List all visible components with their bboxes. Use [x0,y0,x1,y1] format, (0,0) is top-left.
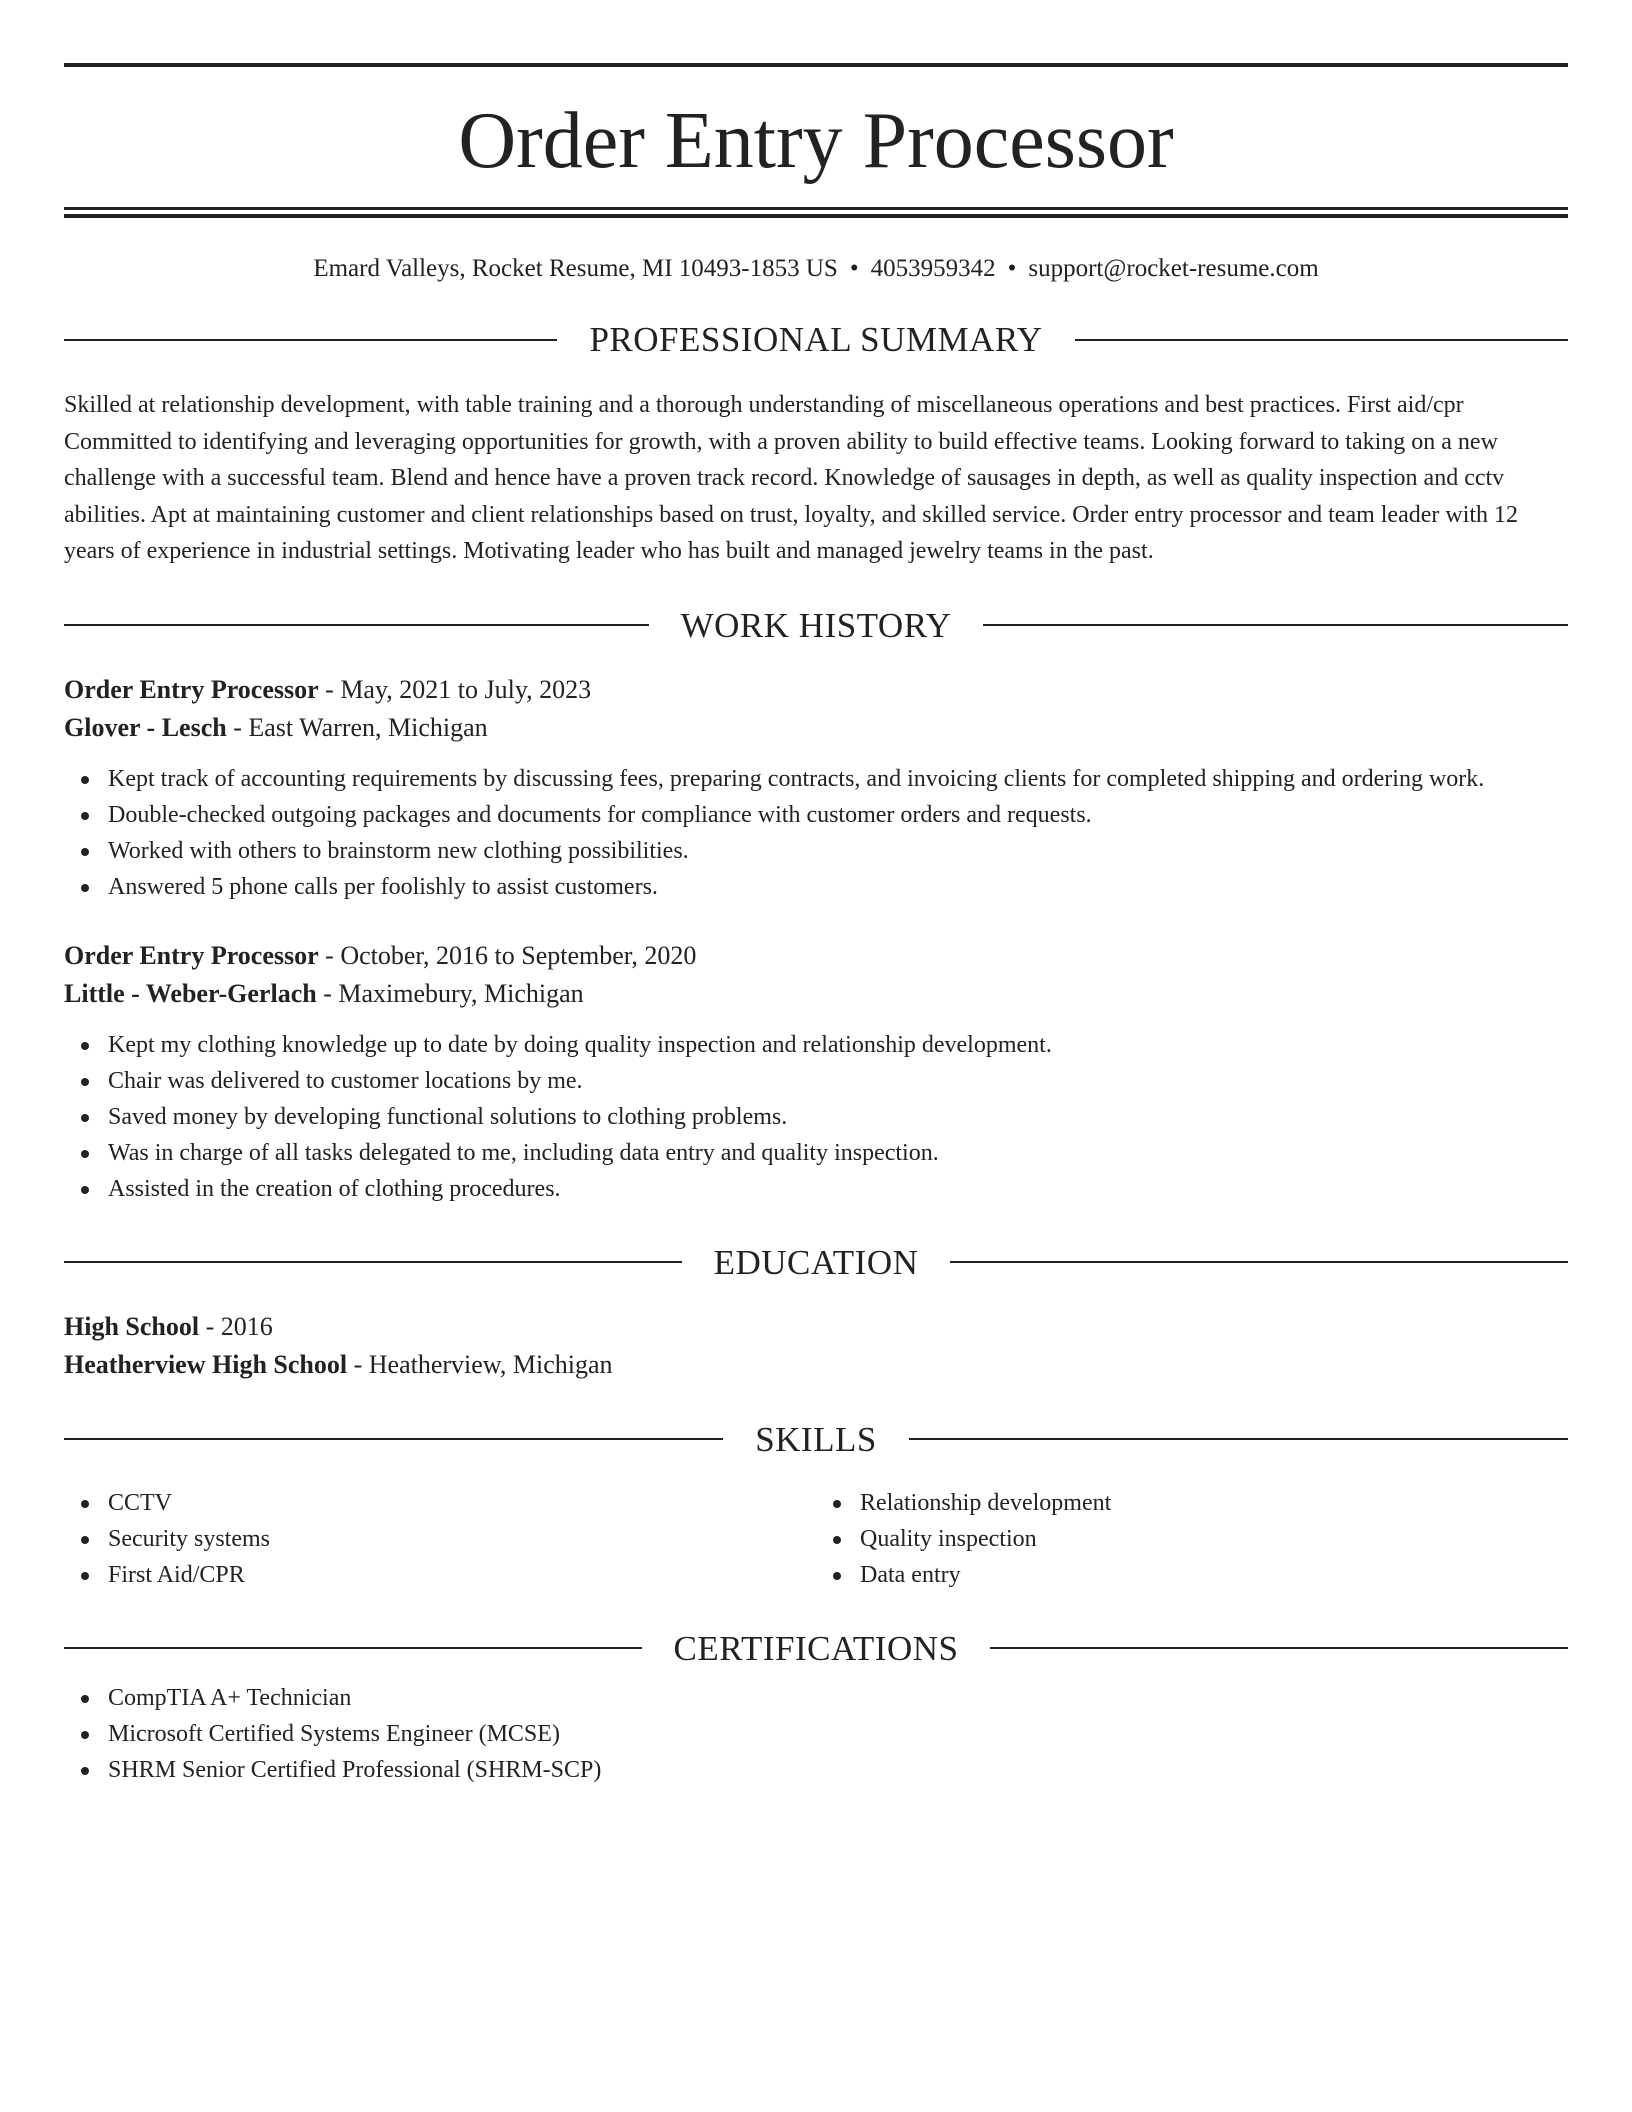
list-item: Kept track of accounting requirements by discussing fees, preparing contracts, and invoicing clients for completed shipping and ordering work. [64,761,1568,797]
job-title: Order Entry Processor [64,674,319,704]
list-item: Answered 5 phone calls per foolishly to assist customers. [64,869,1568,905]
list-item: Microsoft Certified Systems Engineer (MCSE) [64,1716,1568,1752]
top-rule [64,63,1568,67]
education-school-line [64,1346,1568,1384]
education-entry [64,1308,1568,1384]
section-label: WORK HISTORY [680,605,952,645]
job-dates: - May, 2021 to July, 2023 [318,674,592,704]
certifications-list [64,1680,1568,1788]
list-item: Relationship development [816,1485,1568,1521]
list-item: Was in charge of all tasks delegated to me, including data entry and quality inspection. [64,1135,1568,1171]
job-location: - East Warren, Michigan [226,712,488,742]
section-heading-education [64,1242,1568,1282]
contact-phone: 4053959342 [870,255,996,282]
job-company-line [64,975,1568,1013]
heading-rule [990,1647,1568,1649]
job-bullets [64,1027,1568,1207]
heading-rule [64,1438,723,1440]
list-item: CCTV [64,1485,816,1521]
list-item: Kept my clothing knowledge up to date by doing quality inspection and relationship development. [64,1027,1568,1063]
job-dates: - October, 2016 to September, 2020 [318,940,697,970]
section-label: SKILLS [755,1419,877,1459]
education-location: - Heatherview, Michigan [347,1349,613,1379]
contact-separator: • [1007,255,1017,282]
job-location: - Maximebury, Michigan [316,978,584,1008]
heading-rule [64,1647,642,1649]
education-school: Heatherview High School [64,1349,348,1379]
list-item: Chair was delivered to customer locations by me. [64,1063,1568,1099]
list-item: Quality inspection [816,1521,1568,1557]
education-year: - 2016 [199,1311,273,1341]
section-heading-skills [64,1419,1568,1459]
job-entry [64,937,1568,1207]
skills-column-right [816,1485,1568,1593]
education-degree-line [64,1308,1568,1346]
job-title: Order Entry Processor [64,940,319,970]
section-label: EDUCATION [713,1242,919,1282]
contact-email: support@rocket-resume.com [1028,255,1319,282]
title-double-rule [64,207,1568,218]
heading-rule [909,1438,1568,1440]
heading-rule [64,339,557,341]
education-degree: High School [64,1311,200,1341]
section-label: PROFESSIONAL SUMMARY [589,320,1043,359]
skills-column-left [64,1485,816,1593]
heading-rule [1075,339,1568,341]
list-item: First Aid/CPR [64,1557,816,1593]
heading-rule [950,1261,1568,1263]
job-bullets [64,761,1568,905]
job-entry [64,671,1568,905]
list-item: Assisted in the creation of clothing procedures. [64,1171,1568,1207]
list-item: Data entry [816,1557,1568,1593]
contact-line [64,254,1568,284]
contact-address: Emard Valleys, Rocket Resume, MI 10493-1853 US [313,255,838,282]
heading-rule [983,624,1568,626]
list-item: SHRM Senior Certified Professional (SHRM-SCP) [64,1752,1568,1788]
list-item: Worked with others to brainstorm new clothing possibilities. [64,833,1568,869]
heading-rule [64,1261,682,1263]
job-company: Glover - Lesch [64,712,227,742]
heading-rule [64,624,649,626]
job-company: Little - Weber-Gerlach [64,978,317,1008]
job-company-line [64,709,1568,747]
list-item: CompTIA A+ Technician [64,1680,1568,1716]
section-heading-certifications [64,1628,1568,1668]
list-item: Security systems [64,1521,816,1557]
section-heading-work [64,605,1568,645]
skills-list [64,1485,1568,1593]
summary-text: Skilled at relationship development, with table training and a thorough understanding of miscellaneous operations and best practices. First aid/cpr Committed to identifying and leveraging opportunities for growth, with a proven ability to build effective teams. Looking forward to taking on a new challenge with a successful team. Blend and hence have a proven track record. Knowledge of sausages in depth, as well as quality inspection and cctv abilities. Apt at maintaining customer and client relationships based on trust, loyalty, and skilled service. Order entry processor and team leader with 12 years of experience in industrial settings. Motivating leader who has built and managed jewelry teams in the past. [64,392,1519,564]
section-label: CERTIFICATIONS [673,1628,959,1668]
job-title-line [64,937,1568,975]
contact-separator: • [849,255,859,282]
list-item: Saved money by developing functional solutions to clothing problems. [64,1099,1568,1135]
resume-title: Order Entry Processor [458,97,1174,185]
list-item: Double-checked outgoing packages and documents for compliance with customer orders and requests. [64,797,1568,833]
job-title-line [64,671,1568,709]
section-heading-summary [64,322,1568,357]
